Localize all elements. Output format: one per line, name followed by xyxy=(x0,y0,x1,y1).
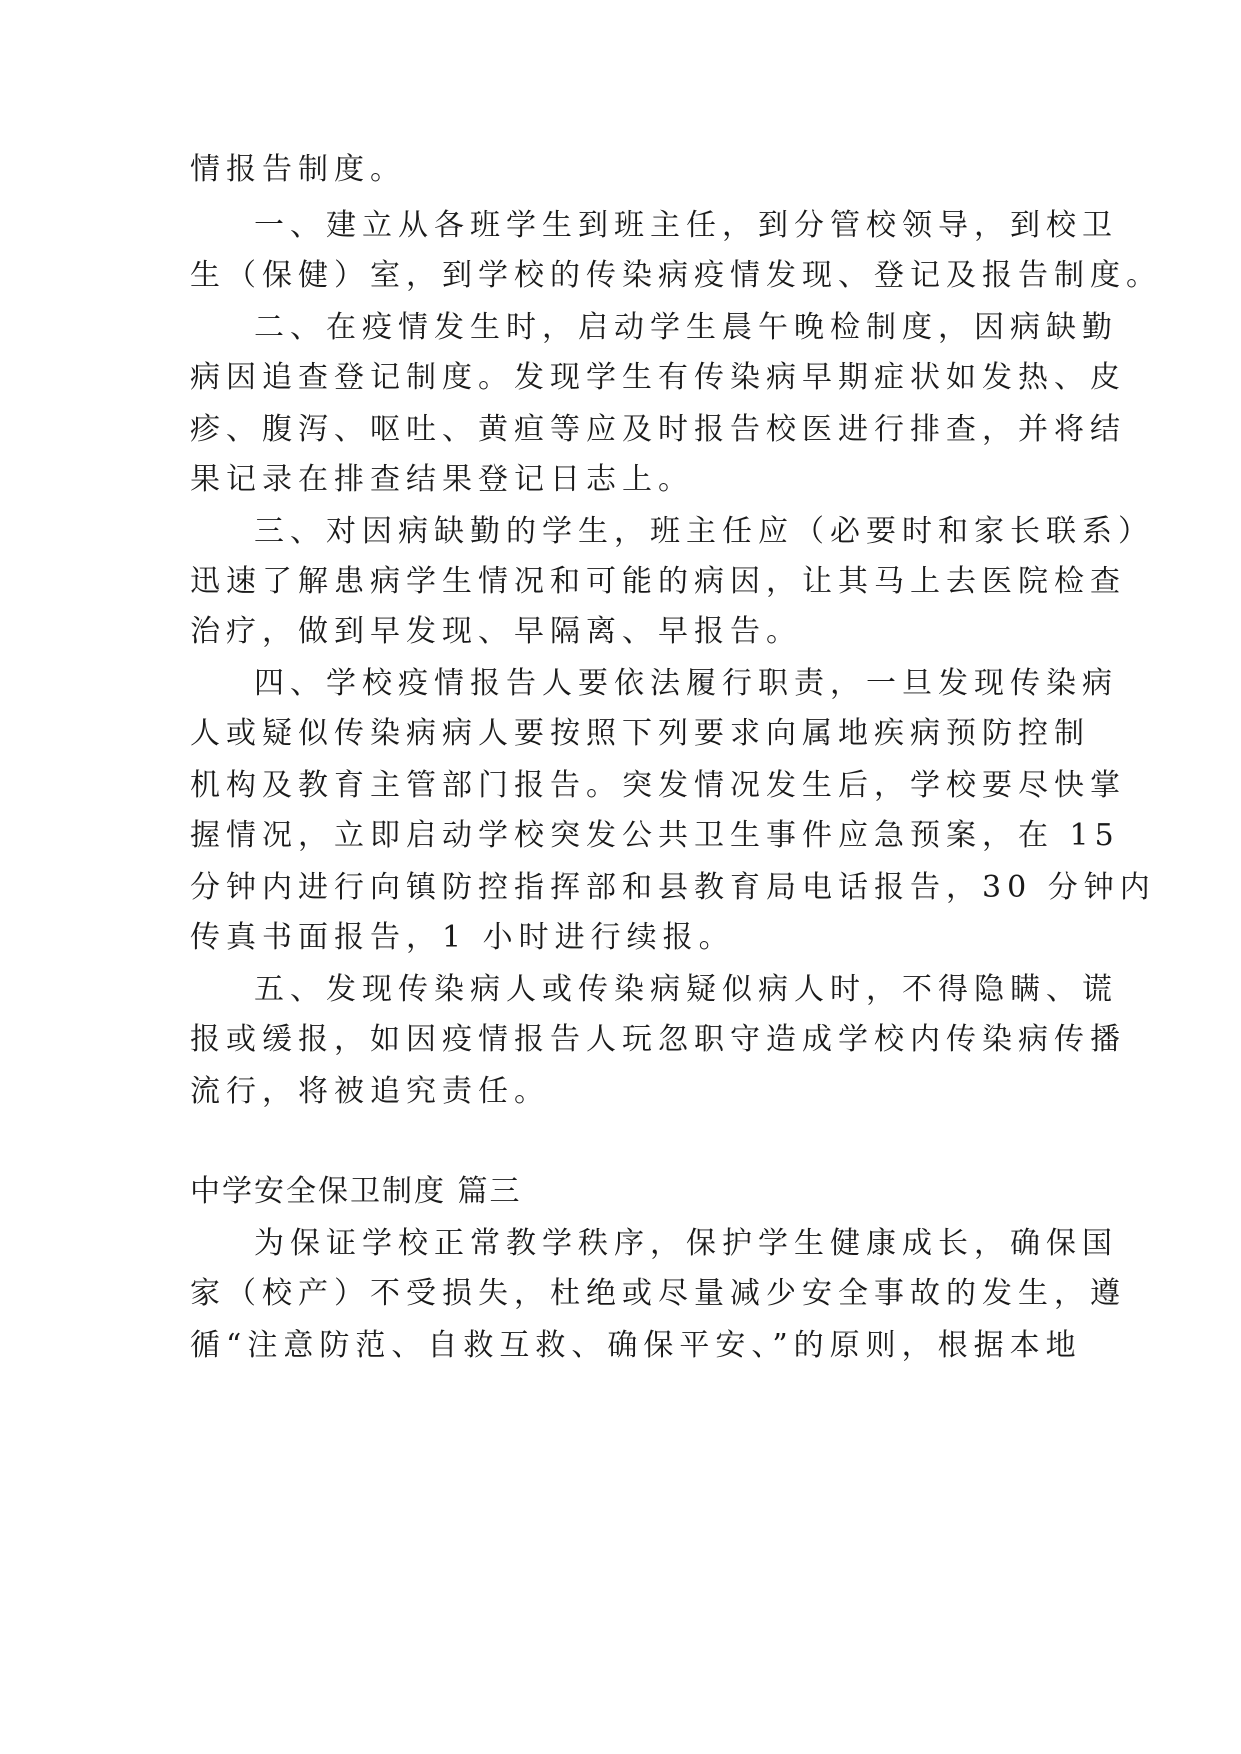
paragraph-4-line-2: 人或疑似传染病病人要按照下列要求向属地疾病预防控制 xyxy=(190,716,1090,751)
paragraph-1-line-1: 一、建立从各班学生到班主任，到分管校领导，到校卫 xyxy=(254,208,1118,243)
paragraph-5-line-1: 五、发现传染病人或传染病疑似病人时，不得隐瞒、谎 xyxy=(254,972,1118,1007)
paragraph-2-line-1: 二、在疫情发生时，启动学生晨午晚检制度，因病缺勤 xyxy=(254,310,1118,345)
paragraph-3-line-2: 迅速了解患病学生情况和可能的病因，让其马上去医院检查 xyxy=(190,564,1126,599)
paragraph-4-line-5: 分钟内进行向镇防控指挥部和县教育局电话报告，30 分钟内 xyxy=(190,870,1156,905)
paragraph-4-line-6: 传真书面报告，1 小时进行续报。 xyxy=(190,920,735,955)
paragraph-3-line-3: 治疗，做到早发现、早隔离、早报告。 xyxy=(190,614,802,649)
paragraph-6-line-2: 家（校产）不受损失，杜绝或尽量减少安全事故的发生，遵 xyxy=(190,1276,1126,1311)
paragraph-5-line-3: 流行，将被追究责任。 xyxy=(190,1074,550,1109)
paragraph-3-line-1: 三、对因病缺勤的学生，班主任应（必要时和家长联系） xyxy=(254,514,1154,549)
paragraph-2-line-4: 果记录在排查结果登记日志上。 xyxy=(190,462,694,497)
paragraph-5-line-2: 报或缓报，如因疫情报告人玩忽职守造成学校内传染病传播 xyxy=(190,1022,1126,1057)
paragraph-2-line-3: 疹、腹泻、呕吐、黄疸等应及时报告校医进行排查，并将结 xyxy=(190,412,1126,447)
paragraph-1-line-2: 生（保健）室，到学校的传染病疫情发现、登记及报告制度。 xyxy=(190,258,1162,293)
paragraph-2-line-2: 病因追查登记制度。发现学生有传染病早期症状如发热、皮 xyxy=(190,360,1126,395)
section-heading: 中学安全保卫制度 篇三 xyxy=(190,1174,522,1209)
paragraph-6-line-3: 循“注意防范、自救互救、确保平安、”的原则，根据本地 xyxy=(190,1328,1082,1363)
paragraph-4-line-4: 握情况，立即启动学校突发公共卫生事件应急预案，在 15 xyxy=(190,818,1120,853)
text-line: 情报告制度。 xyxy=(190,152,406,187)
paragraph-6-line-1: 为保证学校正常教学秩序，保护学生健康成长，确保国 xyxy=(254,1226,1118,1261)
paragraph-4-line-1: 四、学校疫情报告人要依法履行职责，一旦发现传染病 xyxy=(254,666,1118,701)
paragraph-4-line-3: 机构及教育主管部门报告。突发情况发生后，学校要尽快掌 xyxy=(190,768,1126,803)
